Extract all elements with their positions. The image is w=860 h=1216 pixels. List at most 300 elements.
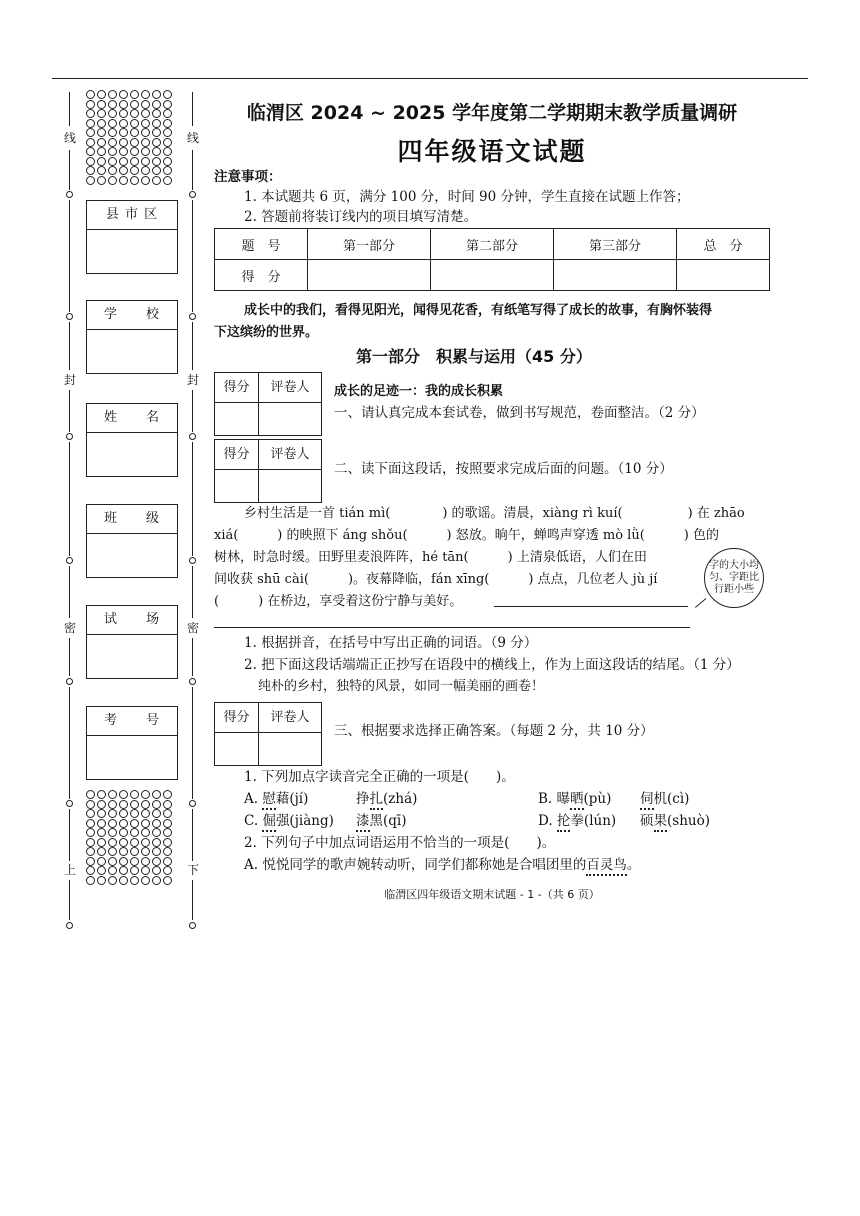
binding-dot <box>97 147 106 156</box>
school-label: 学 校 <box>87 301 177 330</box>
binding-dot <box>119 119 128 128</box>
binding-dot <box>141 828 150 837</box>
question-2: 二、读下面这段话，按照要求完成后面的问题。（10 分） <box>334 461 673 477</box>
option-text: 。 <box>626 857 641 873</box>
binding-hole <box>66 678 73 685</box>
grader-score-label: 得分 <box>215 373 259 403</box>
binding-dot <box>152 790 161 799</box>
binding-dot <box>119 819 128 828</box>
binding-dot <box>152 138 161 147</box>
binding-dot <box>163 790 172 799</box>
binding-dot <box>141 100 150 109</box>
binding-dot <box>130 809 139 818</box>
emphasized-char: 慰 <box>262 791 276 810</box>
q3-item-2-option-a[interactable] <box>244 856 640 874</box>
score-cell[interactable] <box>677 260 770 291</box>
binding-dot <box>108 857 117 866</box>
binding-dot <box>119 100 128 109</box>
binding-dot <box>119 847 128 856</box>
class-field[interactable] <box>86 504 178 578</box>
passage-line: 树林，时急时缓。田野里麦浪阵阵，hé tān( ) 上清泉低语，人们在田 <box>214 550 647 565</box>
page-footer: 临渭区四年级语文期末试题 - 1 -（共 6 页） <box>384 888 600 901</box>
question-3: 三、根据要求选择正确答案。（每题 2 分，共 10 分） <box>334 723 654 739</box>
binding-dot <box>163 147 172 156</box>
binding-dot <box>130 166 139 175</box>
binding-label-left-2: 密 <box>63 621 76 635</box>
copy-line[interactable] <box>494 606 688 607</box>
binding-dot <box>86 866 95 875</box>
exam-room-label: 试 场 <box>87 606 177 635</box>
binding-label-right-0: 线 <box>186 131 199 145</box>
binding-dot <box>152 819 161 828</box>
binding-dot <box>152 109 161 118</box>
top-rule <box>52 78 808 79</box>
option-text: 硕 <box>640 813 654 829</box>
binding-hole <box>189 557 196 564</box>
emphasized-char: 漆 <box>356 813 370 832</box>
binding-dot <box>97 847 106 856</box>
binding-dot <box>163 119 172 128</box>
passage-line: 乡村生活是一首 tián mì( ) 的歌谣。清晨，xiàng rì kuí( ) 在 zhāo <box>244 506 745 521</box>
binding-dot <box>97 790 106 799</box>
binding-dot <box>119 128 128 137</box>
binding-dot <box>108 819 117 828</box>
binding-dot <box>152 857 161 866</box>
binding-hole <box>189 191 196 198</box>
grader-box <box>214 439 322 503</box>
binding-line-right <box>192 150 193 190</box>
binding-hole <box>189 922 196 929</box>
binding-hole <box>66 557 73 564</box>
grader-cell[interactable] <box>259 470 321 502</box>
option-d-word-2 <box>640 812 710 830</box>
binding-dot <box>163 166 172 175</box>
binding-line-right <box>192 687 193 799</box>
exam-room-field[interactable] <box>86 605 178 679</box>
binding-line-left <box>69 200 70 312</box>
class-label: 班 级 <box>87 505 177 534</box>
binding-dot <box>152 866 161 875</box>
binding-dot <box>108 119 117 128</box>
binding-dot <box>97 828 106 837</box>
binding-dot <box>86 876 95 885</box>
binding-dot <box>97 800 106 809</box>
emphasized-word: 百灵鸟 <box>586 857 627 876</box>
binding-dot <box>108 176 117 185</box>
score-table-header: 总 分 <box>677 229 770 260</box>
binding-dot-grid-top <box>86 90 174 185</box>
binding-dot <box>97 176 106 185</box>
binding-dot <box>163 819 172 828</box>
option-a-word-2 <box>356 790 417 808</box>
notes-item: 1. 本试题共 6 页，满分 100 分，时间 90 分钟，学生直接在试题上作答； <box>244 189 690 205</box>
binding-dot <box>119 157 128 166</box>
emphasized-char: 伺 <box>640 791 654 810</box>
binding-dot <box>141 128 150 137</box>
option-b-word-2 <box>640 790 689 808</box>
binding-line-right <box>192 92 193 126</box>
binding-dot <box>119 147 128 156</box>
binding-line-left <box>69 566 70 618</box>
binding-dot <box>152 157 161 166</box>
score-table <box>214 228 770 291</box>
binding-dot <box>163 847 172 856</box>
bubble-tail <box>695 598 706 608</box>
grader-cell[interactable] <box>259 733 321 765</box>
binding-dot <box>108 100 117 109</box>
binding-dot <box>86 100 95 109</box>
binding-dot <box>97 90 106 99</box>
binding-dot <box>141 838 150 847</box>
binding-dot <box>108 876 117 885</box>
option-a[interactable] <box>244 790 308 808</box>
binding-dot <box>141 790 150 799</box>
part1-title: 第一部分 积累与运用（45 分） <box>356 347 592 366</box>
grader-score-cell[interactable] <box>215 733 259 765</box>
option-text: 机(cì) <box>653 791 690 807</box>
binding-hole <box>189 313 196 320</box>
emphasized-char: 果 <box>654 813 668 832</box>
binding-dot <box>130 876 139 885</box>
grader-box <box>214 372 322 436</box>
binding-dot <box>130 838 139 847</box>
binding-dot <box>163 857 172 866</box>
copy-source-sentence: 纯朴的乡村，独特的风景，如同一幅美丽的画卷！ <box>258 679 545 694</box>
grader-score-cell[interactable] <box>215 470 259 502</box>
binding-line-left <box>69 687 70 799</box>
binding-line-right <box>192 322 193 370</box>
binding-dot <box>130 790 139 799</box>
binding-line-left <box>69 92 70 126</box>
binding-dot <box>152 809 161 818</box>
binding-dot <box>108 157 117 166</box>
exam-number-label: 考 号 <box>87 707 177 736</box>
binding-dot <box>119 809 128 818</box>
county-label: 县 市 区 <box>87 201 177 230</box>
binding-line-left <box>69 150 70 190</box>
binding-dot <box>86 800 95 809</box>
binding-dot <box>152 100 161 109</box>
binding-dot <box>163 828 172 837</box>
option-text: (shuò) <box>667 813 710 829</box>
binding-dot <box>130 157 139 166</box>
binding-dot <box>130 109 139 118</box>
binding-line-left <box>69 638 70 676</box>
copy-line[interactable] <box>214 627 690 628</box>
binding-dot <box>119 138 128 147</box>
binding-dot <box>108 800 117 809</box>
binding-dot <box>97 809 106 818</box>
exam-subtitle: 四年级语文试题 <box>397 137 587 166</box>
binding-dot <box>86 166 95 175</box>
binding-dot <box>119 109 128 118</box>
option-text: A. <box>244 791 263 807</box>
binding-dot <box>141 119 150 128</box>
grader-box <box>214 702 322 766</box>
binding-line-right <box>192 442 193 556</box>
binding-dot <box>130 800 139 809</box>
option-text: B. 曝 <box>538 791 571 807</box>
binding-dot <box>141 800 150 809</box>
binding-dot <box>119 876 128 885</box>
binding-dot <box>86 109 95 118</box>
question-1: 一、请认真完成本套试卷，做到书写规范，卷面整洁。（2 分） <box>334 405 705 421</box>
binding-label-right-3: 下 <box>186 863 199 877</box>
emphasized-char: 晒 <box>570 791 584 810</box>
binding-dot <box>152 176 161 185</box>
score-cell[interactable] <box>431 260 554 291</box>
school-field[interactable] <box>86 300 178 374</box>
binding-dot <box>97 109 106 118</box>
binding-dot <box>86 857 95 866</box>
score-table-header: 题 号 <box>215 229 308 260</box>
binding-hole <box>66 800 73 807</box>
binding-dot <box>86 809 95 818</box>
binding-line-right <box>192 638 193 676</box>
score-table-row <box>215 260 770 291</box>
emphasized-char: 扎 <box>370 791 384 810</box>
binding-dot <box>97 157 106 166</box>
binding-dot <box>86 119 95 128</box>
binding-dot <box>152 838 161 847</box>
binding-label-right-2: 密 <box>186 621 199 635</box>
name-label: 姓 名 <box>87 404 177 433</box>
binding-dot <box>97 166 106 175</box>
score-table-header: 第三部分 <box>554 229 677 260</box>
binding-dot <box>86 90 95 99</box>
binding-dot <box>152 90 161 99</box>
binding-dot <box>152 119 161 128</box>
binding-line-right <box>192 566 193 618</box>
option-text: (pù) <box>583 791 612 807</box>
binding-dot <box>163 809 172 818</box>
grader-label: 评卷人 <box>259 703 321 733</box>
binding-dot <box>119 800 128 809</box>
option-text: 挣 <box>356 791 370 807</box>
binding-dot <box>108 138 117 147</box>
option-c[interactable] <box>244 812 334 830</box>
passage-line: xiá( ) 的映照下 áng shǒu( ) 怒放。晌午，蝉鸣声穿透 mò lǜ( ) 色的 <box>214 528 719 543</box>
binding-dot <box>119 857 128 866</box>
name-field[interactable] <box>86 403 178 477</box>
binding-dot <box>97 138 106 147</box>
binding-dot <box>152 876 161 885</box>
binding-line-left <box>69 880 70 920</box>
binding-dot <box>141 847 150 856</box>
binding-dot <box>152 128 161 137</box>
binding-dot <box>108 866 117 875</box>
binding-dot <box>130 90 139 99</box>
binding-dot <box>86 838 95 847</box>
binding-dot <box>108 838 117 847</box>
option-c-word-2 <box>356 812 407 830</box>
option-text: C. <box>244 813 263 829</box>
binding-dot <box>163 176 172 185</box>
binding-dot <box>141 809 150 818</box>
binding-dot <box>163 138 172 147</box>
binding-dot <box>163 128 172 137</box>
binding-dot <box>97 128 106 137</box>
binding-dot <box>119 790 128 799</box>
binding-dot <box>119 838 128 847</box>
binding-dot <box>130 119 139 128</box>
binding-dot <box>108 166 117 175</box>
binding-label-right-1: 封 <box>186 373 199 387</box>
binding-dot <box>97 838 106 847</box>
intro-line: 成长中的我们，看得见阳光，闻得见花香，有纸笔写得了成长的故事，有胸怀装得 <box>244 303 713 318</box>
option-text: 藉(jí) <box>275 791 309 807</box>
binding-dot <box>141 147 150 156</box>
binding-dot <box>141 109 150 118</box>
exam-title: 临渭区 2024 ~ 2025 学年度第二学期期末教学质量调研 <box>246 102 738 124</box>
binding-dot <box>108 809 117 818</box>
binding-dot <box>86 176 95 185</box>
score-table-header: 第二部分 <box>431 229 554 260</box>
binding-dot <box>163 866 172 875</box>
binding-dot <box>97 119 106 128</box>
binding-label-left-3: 上 <box>63 863 76 877</box>
option-text: A. 悦悦同学的歌声婉转动听，同学们都称她是合唱团里的 <box>244 857 587 873</box>
binding-dot <box>130 819 139 828</box>
binding-hole <box>189 678 196 685</box>
binding-dot <box>163 838 172 847</box>
q2-item: 2. 把下面这段话端端正正抄写在语段中的横线上，作为上面这段话的结尾。（1 分） <box>244 657 740 673</box>
binding-hole <box>66 191 73 198</box>
binding-line-right <box>192 809 193 861</box>
binding-dot <box>152 847 161 856</box>
grader-cell[interactable] <box>259 403 321 435</box>
intro-line: 下这缤纷的世界。 <box>214 325 319 340</box>
binding-dot <box>86 847 95 856</box>
binding-dot <box>130 857 139 866</box>
binding-dot <box>86 819 95 828</box>
binding-dot <box>108 790 117 799</box>
binding-dot <box>108 128 117 137</box>
option-b[interactable] <box>538 790 611 808</box>
binding-label-left-1: 封 <box>63 373 76 387</box>
emphasized-char: 倔 <box>262 813 276 832</box>
emphasized-char: 抡 <box>557 813 571 832</box>
binding-hole <box>189 800 196 807</box>
binding-dot <box>108 109 117 118</box>
binding-dot <box>141 857 150 866</box>
binding-dot <box>163 90 172 99</box>
score-cell[interactable] <box>308 260 431 291</box>
binding-dot <box>141 819 150 828</box>
binding-dot <box>163 157 172 166</box>
grader-score-label: 得分 <box>215 440 259 470</box>
score-table-header: 第一部分 <box>308 229 431 260</box>
passage-line: 间收获 shū cài( )。夜幕降临，fán xīng( ) 点点，几位老人 jù jí <box>214 572 658 587</box>
binding-dot <box>86 147 95 156</box>
binding-dot <box>130 138 139 147</box>
binding-dot <box>141 876 150 885</box>
binding-dot <box>97 100 106 109</box>
option-d[interactable] <box>538 812 616 830</box>
binding-dot <box>152 147 161 156</box>
option-text: 强(jiàng) <box>275 813 334 829</box>
binding-dot <box>97 876 106 885</box>
binding-dot <box>119 166 128 175</box>
binding-dot <box>141 90 150 99</box>
binding-dot <box>119 176 128 185</box>
binding-hole <box>189 433 196 440</box>
passage-line: ( ) 在桥边，享受着这份宁静与美好。 <box>214 594 463 609</box>
option-text: (zhá) <box>383 791 418 807</box>
exam-number-field[interactable] <box>86 706 178 780</box>
binding-dot <box>130 828 139 837</box>
grader-score-label: 得分 <box>215 703 259 733</box>
binding-dot <box>130 128 139 137</box>
binding-dot <box>141 166 150 175</box>
binding-dot <box>119 828 128 837</box>
binding-dot <box>130 147 139 156</box>
grader-label: 评卷人 <box>259 440 321 470</box>
binding-line-left <box>69 442 70 556</box>
binding-dot <box>130 866 139 875</box>
binding-dot <box>86 828 95 837</box>
binding-dot <box>108 147 117 156</box>
binding-dot <box>97 819 106 828</box>
q3-item-2: 2. 下列句子中加点词语运用不恰当的一项是( )。 <box>244 835 556 851</box>
binding-dot <box>152 800 161 809</box>
binding-label-left-0: 线 <box>63 131 76 145</box>
binding-line-left <box>69 390 70 432</box>
q3-item-1: 1. 下列加点字读音完全正确的一项是( )。 <box>244 769 515 785</box>
binding-line-right <box>192 200 193 312</box>
option-text: 拳(lún) <box>570 813 617 829</box>
binding-dot <box>119 866 128 875</box>
binding-hole <box>66 433 73 440</box>
binding-dot <box>108 847 117 856</box>
binding-dot <box>141 866 150 875</box>
binding-dot-grid-bottom <box>86 790 174 885</box>
grader-label: 评卷人 <box>259 373 321 403</box>
writing-tip-bubble: 字的大小均匀、字距比行距小些 <box>704 548 764 608</box>
grader-score-cell[interactable] <box>215 403 259 435</box>
binding-dot <box>163 100 172 109</box>
binding-line-right <box>192 390 193 432</box>
binding-dot <box>86 790 95 799</box>
binding-dot <box>141 176 150 185</box>
binding-line-left <box>69 322 70 370</box>
binding-dot <box>108 90 117 99</box>
binding-dot <box>97 857 106 866</box>
binding-dot <box>130 100 139 109</box>
score-table-header-row <box>215 229 770 260</box>
binding-dot <box>119 90 128 99</box>
binding-line-left <box>69 809 70 861</box>
binding-dot <box>152 166 161 175</box>
binding-dot <box>163 876 172 885</box>
binding-dot <box>130 847 139 856</box>
binding-line-right <box>192 880 193 920</box>
binding-dot <box>163 800 172 809</box>
binding-dot <box>97 866 106 875</box>
binding-dot <box>141 138 150 147</box>
binding-dot <box>86 138 95 147</box>
section-heading: 成长的足迹一：我的成长积累 <box>334 384 504 399</box>
q2-item: 1. 根据拼音，在括号中写出正确的词语。（9 分） <box>244 635 538 651</box>
score-cell[interactable] <box>554 260 677 291</box>
county-field[interactable] <box>86 200 178 274</box>
binding-dot <box>163 109 172 118</box>
binding-dot <box>86 157 95 166</box>
binding-dot <box>108 828 117 837</box>
notes-item: 2. 答题前将装订线内的项目填写清楚。 <box>244 209 478 225</box>
binding-dot <box>141 157 150 166</box>
binding-dot <box>86 128 95 137</box>
